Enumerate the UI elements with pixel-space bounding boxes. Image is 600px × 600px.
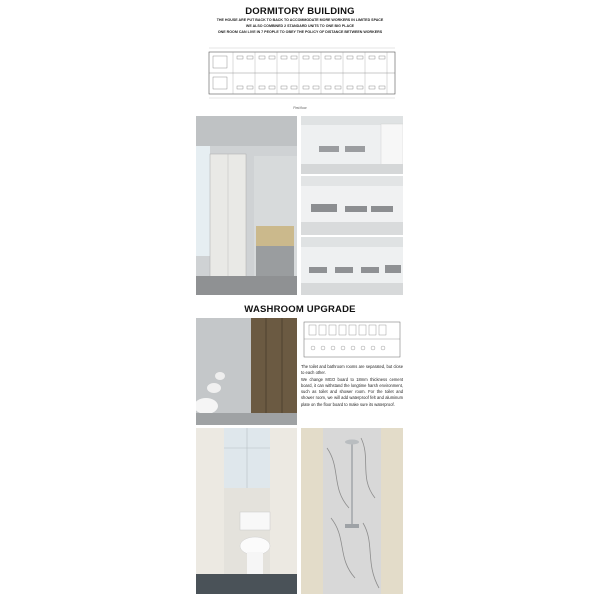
toilet-stall-photo [196,428,297,594]
dorm-room-beds-photo-1 [301,116,403,174]
dormitory-floor-plan [203,44,401,102]
washroom-description-p1: The toilet and bathroom rooms are separated, but close to each other. [301,364,403,376]
washroom-description-p2: We change MGO board to 18mm thickness cement board, it can withstand the longtime harsh environment, such as toilet and shower room. For the toilet and shower room, we will add waterproof felt and aluminum plate on the floor board to make sure its waterproof. [301,376,403,407]
dormitory-title: DORMITORY BUILDING [245,6,355,17]
dorm-room-beds-photo-3 [301,237,403,295]
washroom-plan-drawing [301,318,403,361]
dorm-room-locker-photo [196,116,297,295]
washroom-description [301,364,403,408]
dormitory-note-2: WE ALSO COMBINED 2 STANDARD UNITS TO ONE BIG PLACE [245,24,355,28]
washroom-title: WASHROOM UPGRADE [244,304,356,315]
dormitory-note-1: THE HOUSE ARE PUT BACK TO BACK TO ACCOMMODATE MORE WORKERS IN LIMITED SPACE [216,18,384,22]
washroom-basins-photo [196,318,297,425]
floor-plan-caption: First floor [293,106,307,110]
dorm-room-beds-photo-2 [301,176,403,235]
dormitory-note-3: ONE ROOM CAN LIVE IN 7 PEOPLE TO OBEY THE POLICY OF DISTANCE BETWEEN WORKERS [217,30,383,34]
shower-stall-photo [301,428,403,594]
